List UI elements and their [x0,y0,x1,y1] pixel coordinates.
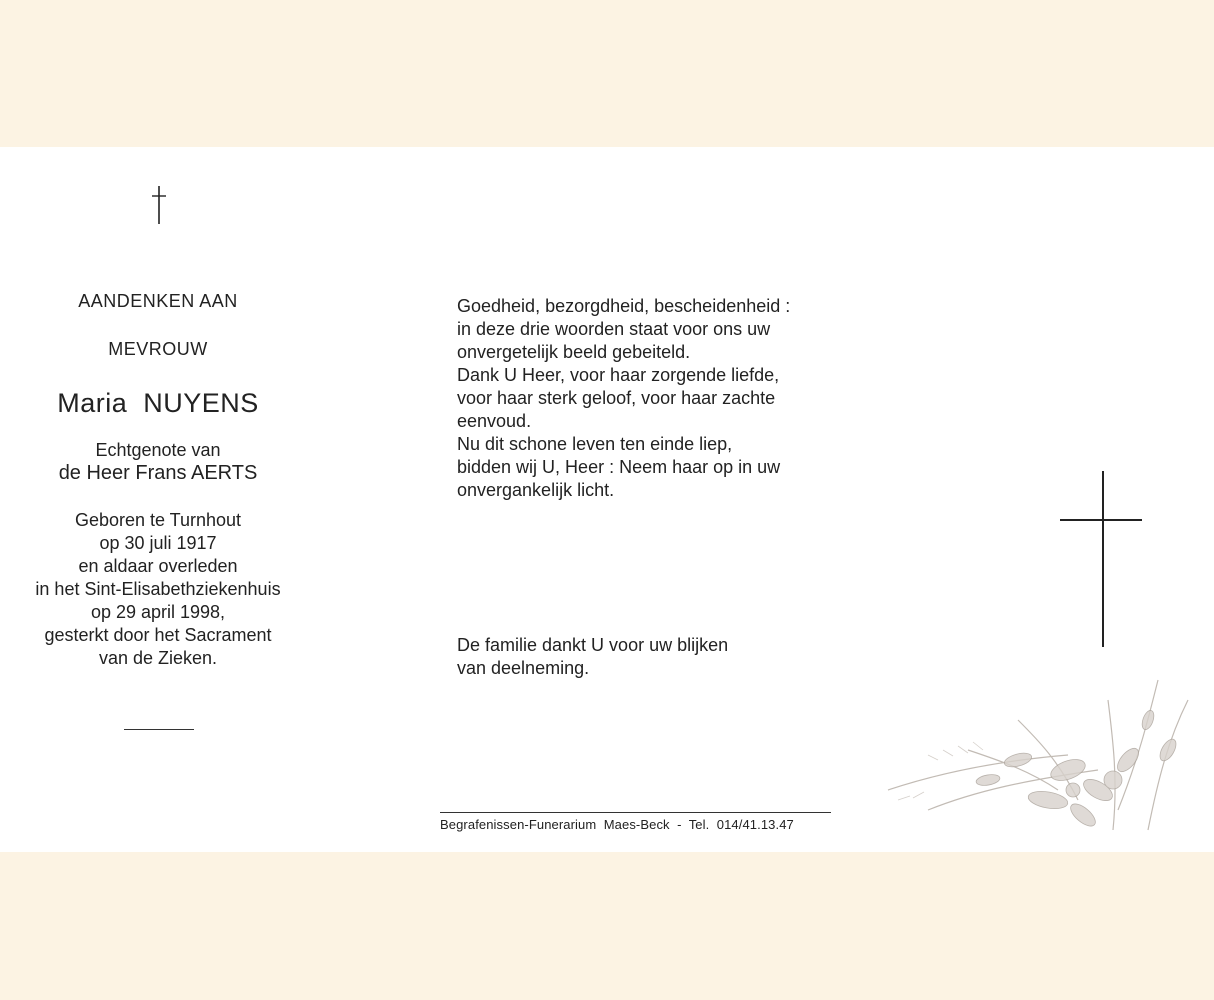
biography-line: in het Sint-Elisabethziekenhuis [35,579,281,599]
verse-line: onvergetelijk beeld gebeiteld. [457,342,691,362]
spouse-line: de Heer Frans AERTS [58,462,258,484]
spouse-line: Echtgenote van [95,440,221,460]
thanks-line: van deelneming. [457,658,590,678]
spouse-block [10,439,306,485]
verse-line: Nu dit schone leven ten einde liep, [457,434,733,454]
verse-line: bidden wij U, Heer : Neem haar op in uw [457,457,781,477]
verse-line: onvergankelijk licht. [457,480,615,500]
biography-line: op 29 april 1998, [90,602,226,622]
biography-line: gesterkt door het Sacrament [44,625,272,645]
verse-line: eenvoud. [457,411,532,431]
thanks-line: De familie dankt U voor uw blijken [457,635,729,655]
verse-line: Goedheid, bezorgdheid, bescheidenheid : [457,296,791,316]
footer-divider [440,812,831,813]
small-cross-icon [149,185,169,225]
biography-line: Geboren te Turnhout [74,510,242,530]
deceased-details [10,290,306,670]
verse-line: Dank U Heer, voor haar zorgende liefde, [457,365,780,385]
biography-line: en aldaar overleden [78,556,238,576]
verse-line: voor haar sterk geloof, voor haar zachte [457,388,776,408]
verse-block [457,295,837,502]
divider [124,729,194,730]
funeral-home-footer: Begrafenissen-Funerarium Maes-Beck - Tel. 014/41.13.47 [440,817,794,832]
floral-ornament-icon [868,660,1208,840]
title-heading: MEVROUW [108,339,208,359]
large-cross-icon [1058,470,1146,650]
remembrance-heading: AANDENKEN AAN [78,291,238,311]
thanks-block [457,634,837,680]
biography-line: op 30 juli 1917 [99,533,217,553]
deceased-name: Maria NUYENS [57,388,259,418]
biography-block [10,509,306,670]
verse-line: in deze drie woorden staat voor ons uw [457,319,771,339]
biography-line: van de Zieken. [98,648,218,668]
